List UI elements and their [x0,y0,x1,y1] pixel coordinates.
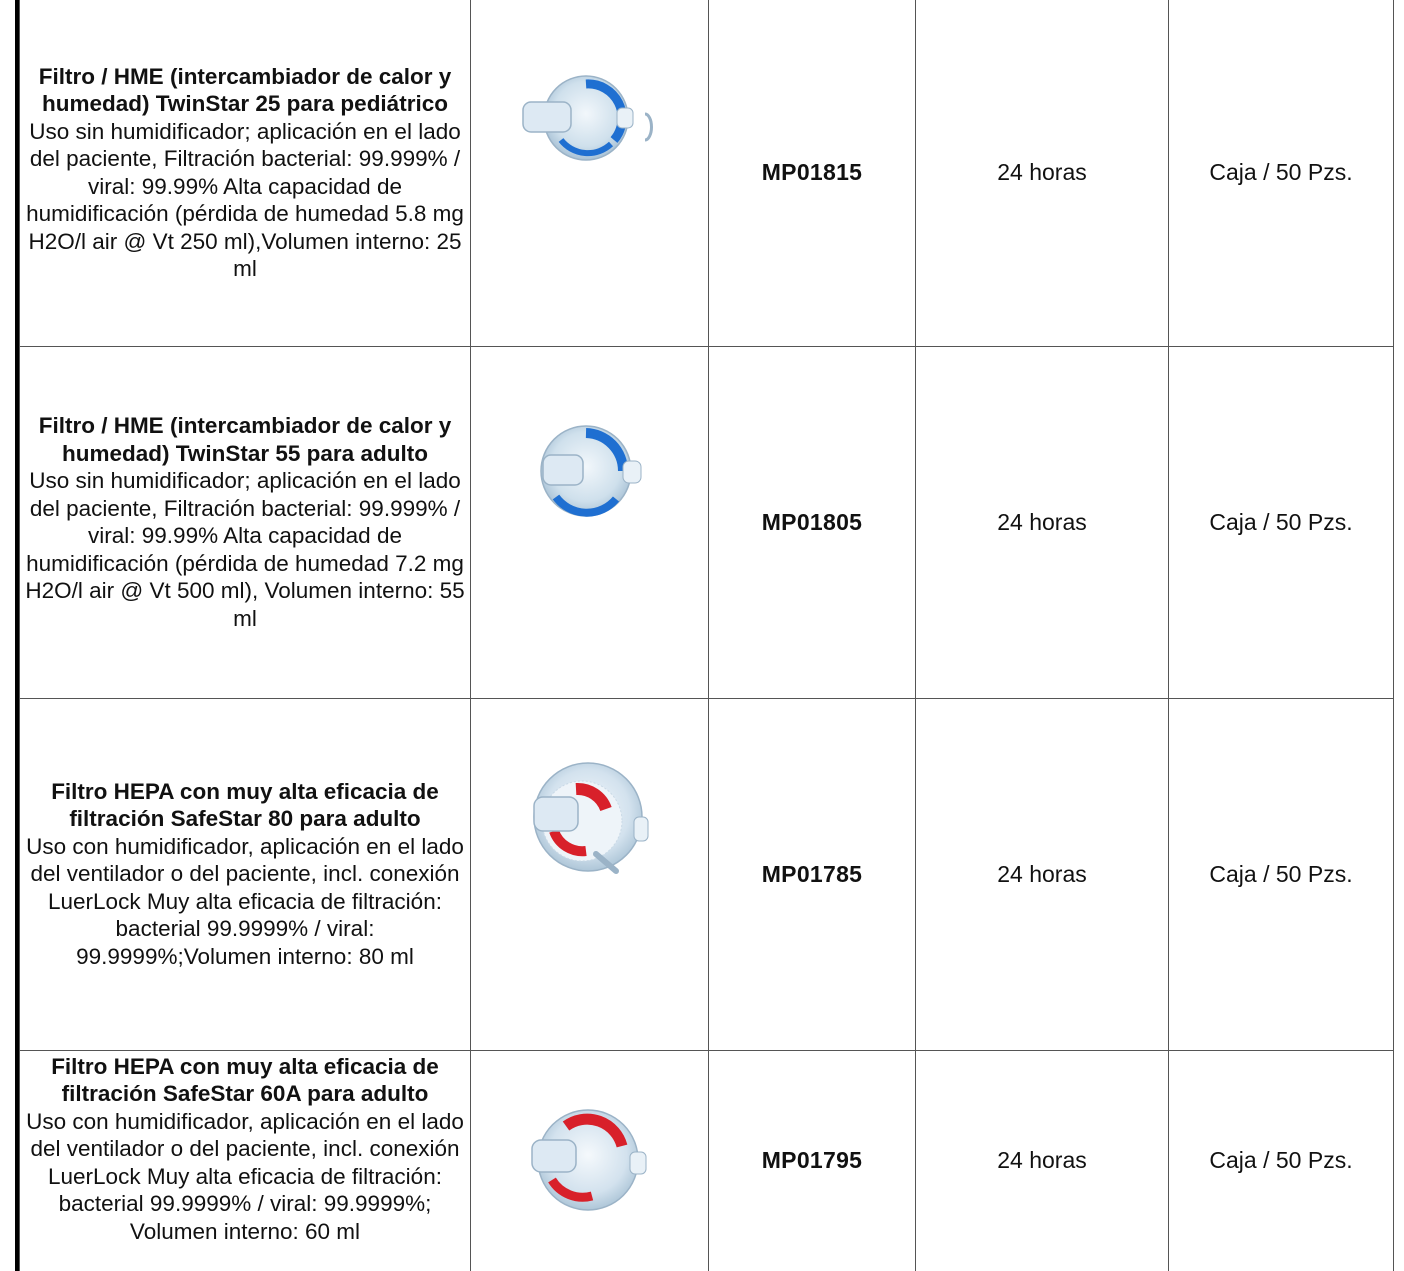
hepa-filter-red-icon [526,759,656,879]
table-row [20,346,1394,698]
product-name: Filtro / HME (intercambiador de calor y humedad) TwinStar 55 para adulto [38,413,452,466]
product-name: Filtro / HME (intercambiador de calor y humedad) TwinStar 25 para pediátrico [38,63,452,117]
packaging-cell: Caja / 50 Pzs. [1169,698,1394,1050]
image-cell [471,0,709,346]
image-cell [471,1050,709,1271]
product-table [19,0,1394,1271]
packaging-cell: Caja / 50 Pzs. [1169,0,1394,346]
duration-cell: 24 horas [916,698,1169,1050]
image-cell [471,346,709,698]
duration-cell: 24 horas [916,1050,1169,1271]
table-row [20,698,1394,1050]
product-description: Uso sin humidificador; aplicación en el lado del paciente, Filtración bacterial: 99.999% / viral: 99.99% Alta capacidad de humidificación (pérdida de humedad 7.2 mg H2O/l air @ Vt 500 ml), Volumen interno: 55 ml [25,468,465,631]
description-cell [20,346,471,698]
table-row [20,1050,1394,1271]
product-description: Uso con humidificador, aplicación en el lado del ventilador o del paciente, incl. conexión LuerLock Muy alta eficacia de filtración: bacterial 99.9999% / viral: 99.9999%; Volumen interno: 60 ml [26,1108,464,1244]
description-cell [20,1050,471,1271]
description-cell [20,698,471,1050]
hepa-filter-red-icon [526,1106,651,1216]
product-description: Uso con humidificador, aplicación en el lado del ventilador o del paciente, incl. conexión LuerLock Muy alta eficacia de filtración: bacterial 99.9999% / viral: 99.9999%;Volumen interno: 80 ml [26,833,464,969]
table-row [20,0,1394,346]
packaging-cell: Caja / 50 Pzs. [1169,346,1394,698]
product-code: MP01795 [709,1050,916,1271]
duration-cell: 24 horas [916,0,1169,346]
product-description: Uso sin humidificador; aplicación en el lado del paciente, Filtración bacterial: 99.999% / viral: 99.99% Alta capacidad de humidificación (pérdida de humedad 5.8 mg H2O/l air @ Vt 250 ml),Volumen interno: 25 ml [26,118,464,282]
hme-filter-blue-icon [521,70,661,170]
product-code: MP01815 [709,0,916,346]
description-cell [20,0,471,346]
product-code: MP01805 [709,346,916,698]
product-code: MP01785 [709,698,916,1050]
packaging-cell: Caja / 50 Pzs. [1169,1050,1394,1271]
product-name: Filtro HEPA con muy alta eficacia de filtración SafeStar 80 para adulto [51,778,439,832]
image-cell [471,698,709,1050]
product-name: Filtro HEPA con muy alta eficacia de filtración SafeStar 60A para adulto [51,1053,439,1106]
duration-cell: 24 horas [916,346,1169,698]
hme-filter-blue-icon [531,419,651,529]
